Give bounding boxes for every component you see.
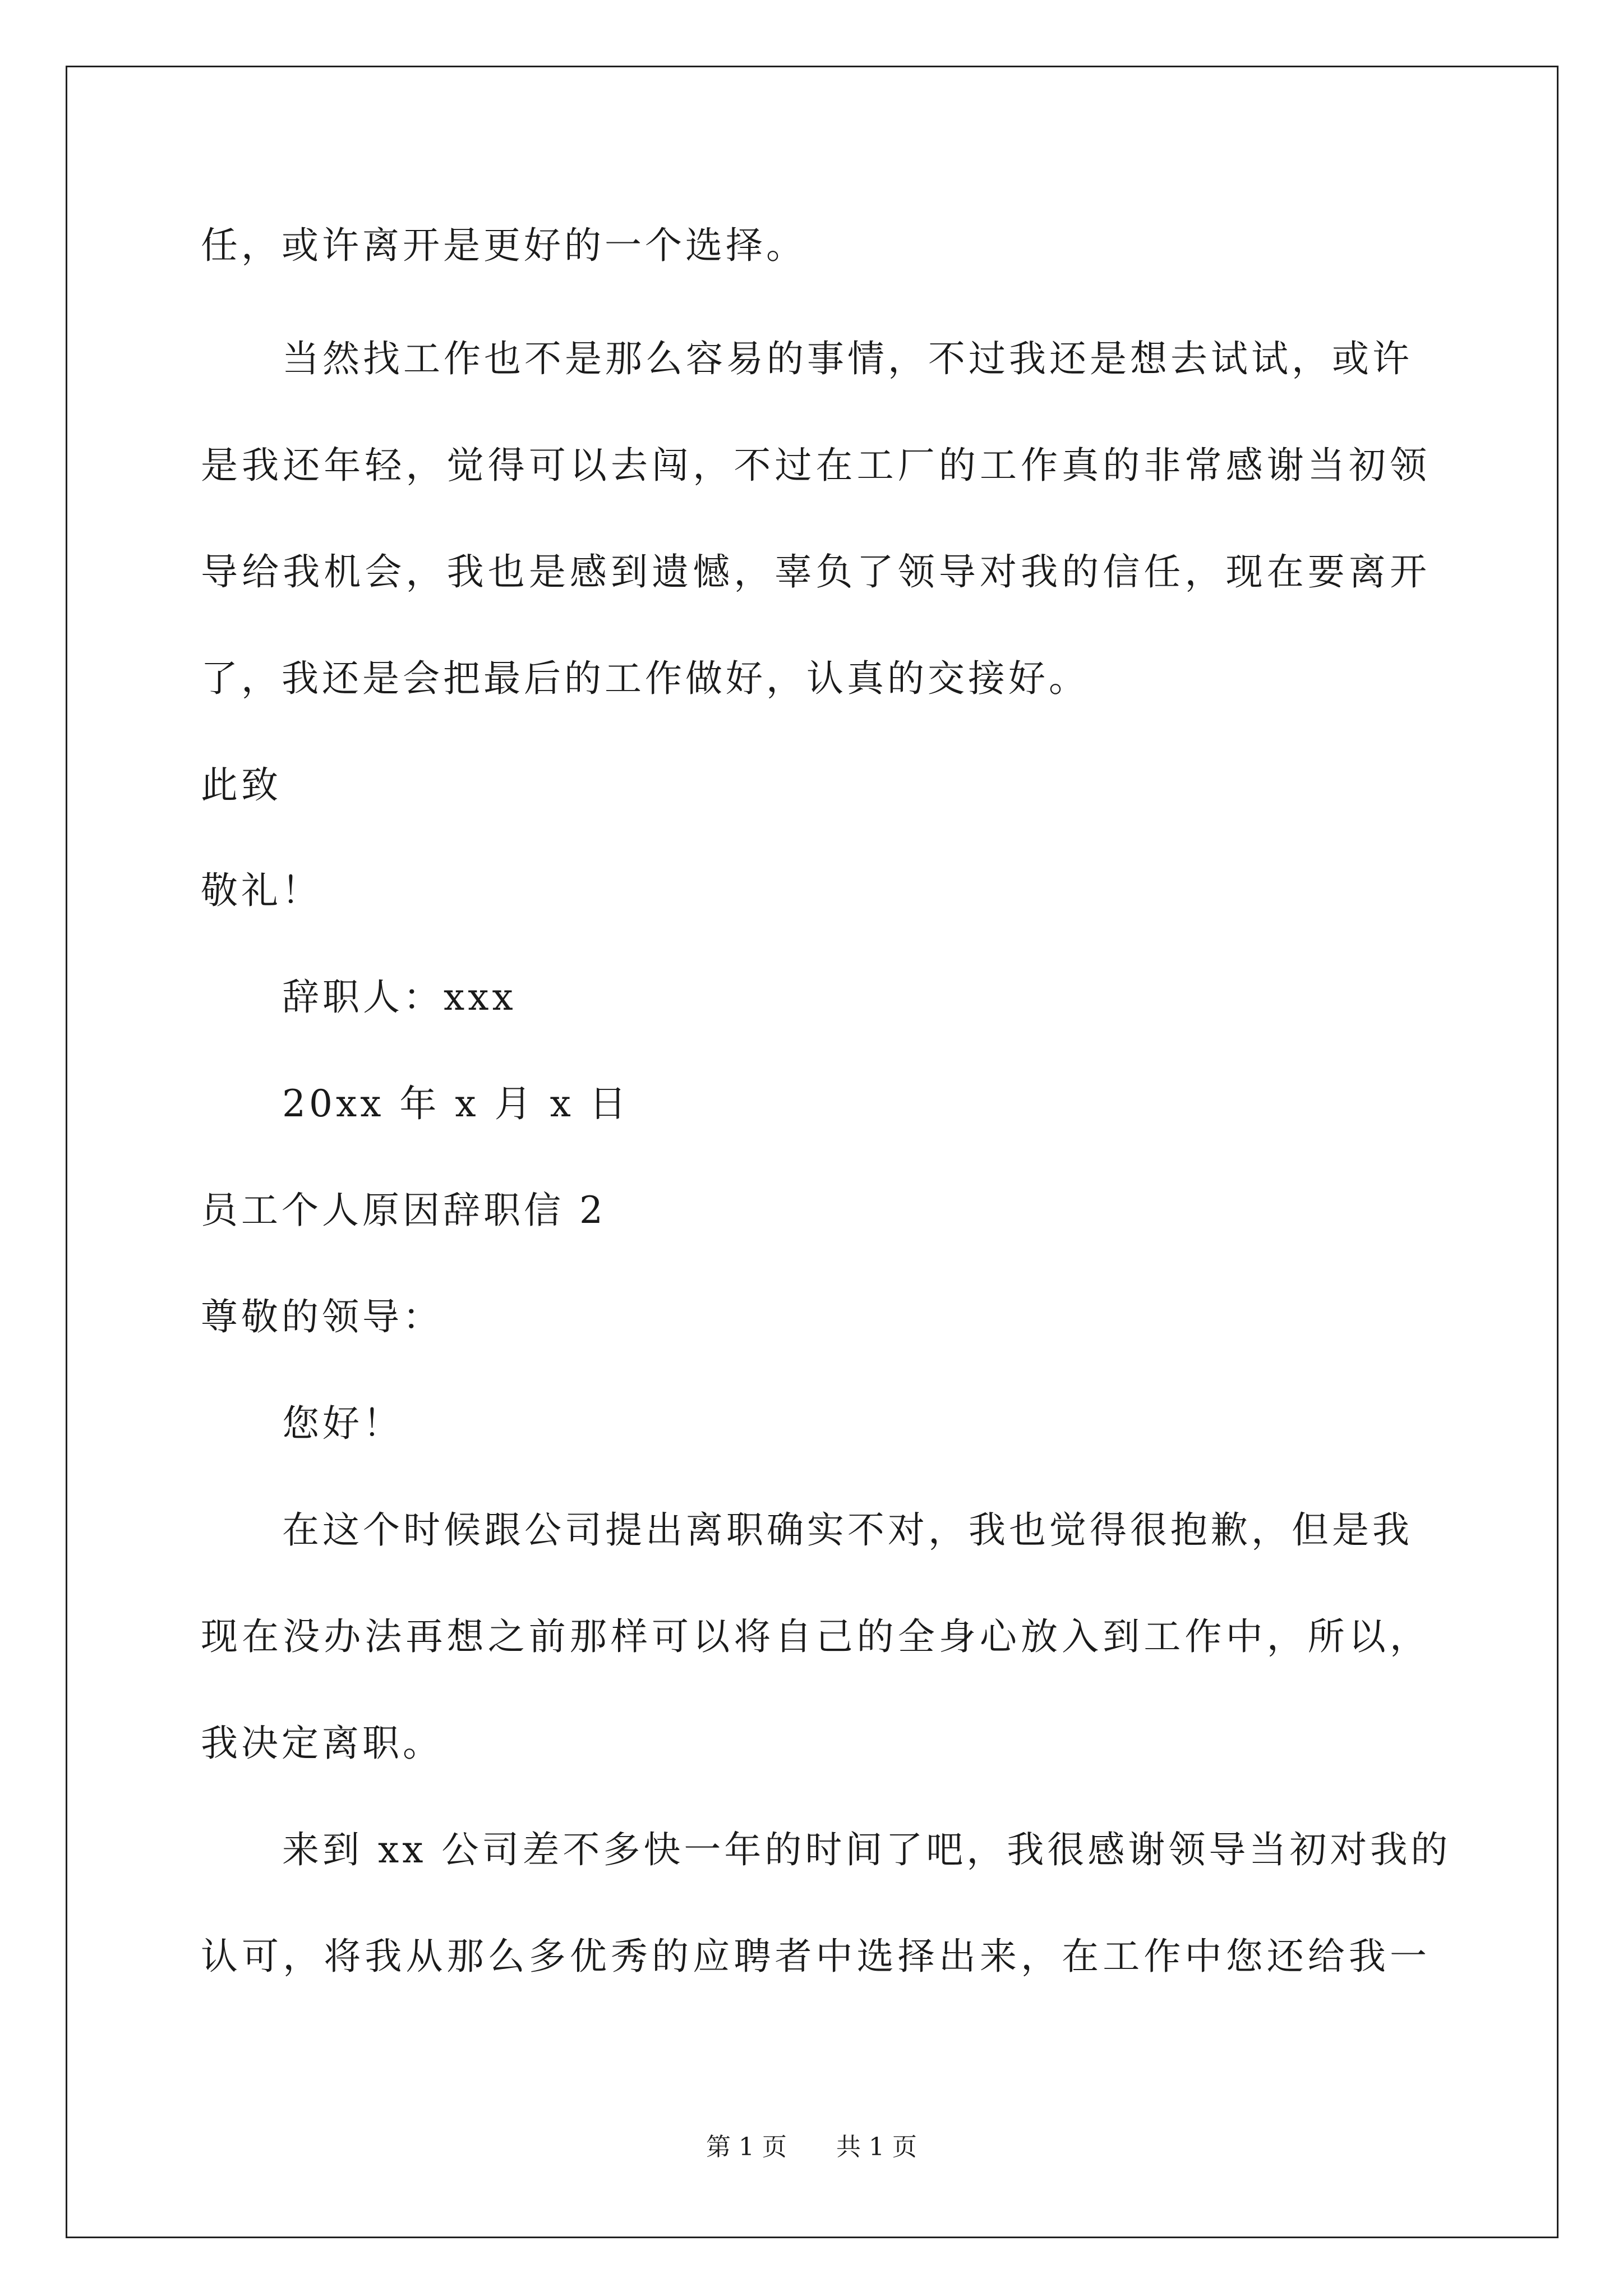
signer-line: 辞职人：xxx — [282, 976, 517, 1019]
date-line: 20xx 年 x 月 x 日 — [282, 1082, 630, 1125]
body-line: 是我还年轻，觉得可以去闯，不过在工厂的工作真的非常感谢当初领 — [201, 444, 1429, 487]
body-line: 导给我机会，我也是感到遗憾，辜负了领导对我的信任，现在要离开 — [201, 550, 1429, 593]
hello-line: 您好！ — [282, 1402, 403, 1445]
page-border — [66, 66, 1559, 2238]
body-line: 现在没办法再想之前那样可以将自己的全身心放入到工作中，所以， — [201, 1615, 1429, 1658]
section-heading: 员工个人原因辞职信 2 — [201, 1189, 606, 1232]
body-line: 当然找工作也不是那么容易的事情，不过我还是想去试试，或许 — [282, 337, 1413, 380]
page-number: 第 1 页 — [706, 2133, 787, 2161]
closing-salutation: 此致 — [201, 763, 282, 807]
greeting-line: 尊敬的领导： — [201, 1295, 443, 1338]
body-line: 认可，将我从那么多优秀的应聘者中选择出来，在工作中您还给我一 — [201, 1935, 1429, 1978]
closing-regards: 敬礼！ — [201, 869, 322, 912]
page-total: 共 1 页 — [836, 2133, 917, 2161]
page-footer — [0, 2132, 1623, 2163]
body-line: 了，我还是会把最后的工作做好，认真的交接好。 — [201, 657, 1089, 700]
body-line: 我决定离职。 — [201, 1722, 443, 1765]
body-line: 任，或许离开是更好的一个选择。 — [201, 224, 806, 267]
body-line: 在这个时候跟公司提出离职确实不对，我也觉得很抱歉，但是我 — [282, 1508, 1413, 1552]
body-line: 来到 xx 公司差不多快一年的时间了吧，我很感谢领导当初对我的 — [282, 1828, 1451, 1871]
